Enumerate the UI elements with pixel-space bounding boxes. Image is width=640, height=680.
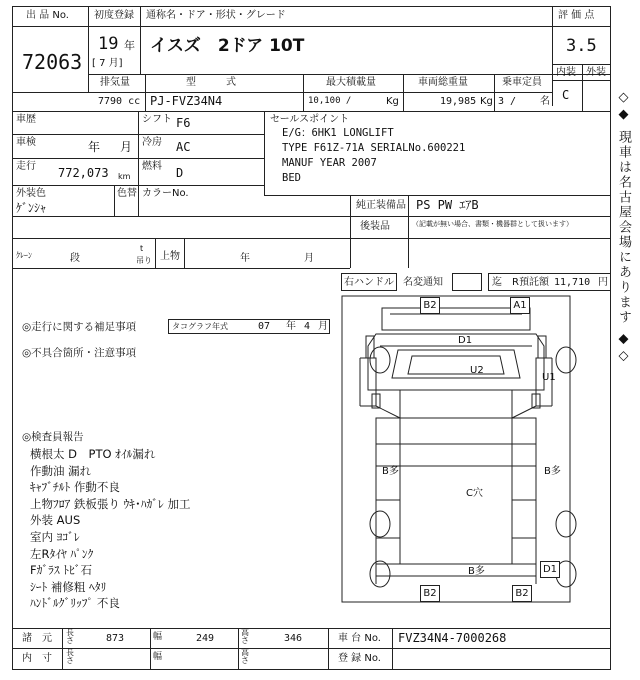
interior-dimensions-label: 内 寸 [22, 653, 52, 664]
damage-code: B多 [544, 466, 561, 477]
crane-t: t [140, 244, 144, 253]
overall-grade: 3.5 [566, 36, 597, 56]
right-handle-label: 右ハンドル [344, 277, 394, 288]
fuel-value: D [176, 166, 184, 180]
aftermarket-note: （記載が無い場合、書類・機器群として扱います） [412, 220, 573, 228]
inspector-line: 横根太 D PTO ｵｲﾙ漏れ [30, 447, 156, 461]
interior-grade-label: 内装 [556, 67, 576, 78]
length-label: 長さ [66, 628, 74, 645]
gross-weight-label: 車両総重量 [418, 77, 468, 88]
damage-code: B多 [382, 466, 399, 477]
mileage-unit: km [118, 172, 131, 181]
width-value: 249 [196, 633, 215, 644]
width-label: 幅 [153, 652, 163, 662]
damage-code: B2 [512, 585, 532, 602]
displacement-label: 排気量 [100, 77, 130, 88]
max-load-label: 最大積載量 [326, 77, 376, 88]
mileage-label: 走行 [16, 161, 36, 172]
inspector-line: 外装 AUS [30, 513, 81, 528]
car-name: イスズ 2ドア 10T [150, 36, 305, 56]
yen-unit: 円 [598, 277, 608, 288]
capacity-unit: 名 [540, 96, 550, 107]
interior-grade: C [562, 88, 570, 102]
fuel-label: 燃料 [142, 161, 162, 172]
chassis-number: FVZ34N4-7000268 [398, 631, 507, 645]
model-value: PJ-FVZ34N4 [150, 94, 223, 108]
inspector-line: ｼｰﾄ 補修粗 ﾍﾀﾘ [30, 579, 107, 594]
damage-code: D1 [458, 335, 473, 346]
gross-weight-unit: Kg [480, 96, 493, 107]
damage-code: U1 [542, 372, 556, 383]
sales-line: E/G：6HK1 LONGLIFT [282, 127, 394, 139]
registration-year: 19 [98, 34, 119, 54]
color-change-label: 色替 [117, 188, 137, 199]
damage-code: B多 [468, 566, 485, 577]
inspector-line: Fｶﾞﾗｽ ﾄﾋﾞ石 [30, 563, 93, 578]
car-name-label: 通称名・ドア・形状・グレード [146, 10, 286, 21]
displacement-value: 7790 cc [98, 96, 141, 107]
r-deposit-amount: 11,710 [554, 277, 591, 288]
tachograph-year-unit: 年 [286, 321, 296, 332]
max-load-value: 10,100 / [308, 96, 352, 106]
sales-line: TYPE F61Z-71A SERIALNo.600221 [282, 142, 466, 154]
equipment-value: PS PW ｴｱB [416, 198, 479, 212]
location-notice: ◇◆ 現車は名古屋会場にあります ◆◇ [616, 90, 631, 366]
upper-month: 月 [304, 253, 314, 264]
gross-weight-value: 19,985 [440, 96, 477, 107]
model-label: 型 式 [186, 77, 236, 88]
sales-line: BED [282, 172, 301, 184]
r-deposit-label: R預託額 [512, 277, 549, 288]
shift-value: F6 [176, 116, 191, 130]
lot-number: 72063 [22, 50, 83, 74]
damage-code: A1 [510, 297, 530, 314]
length-label: 長さ [66, 648, 74, 665]
width-label: 幅 [153, 632, 163, 642]
name-change-box [452, 273, 482, 291]
expiry-label: 迄 [492, 277, 502, 288]
capacity-value: 3 / [498, 96, 517, 107]
damage-code: D1 [540, 561, 560, 578]
year-unit: 年 [124, 39, 135, 52]
registration-month: [ 7 月] [92, 58, 123, 69]
damage-code: B2 [420, 585, 440, 602]
running-notes-label: ◎走行に関する補足事項 [22, 321, 137, 333]
lot-number-label: 出 品 No. [26, 10, 69, 21]
equipment-label: 純正装備品 [356, 200, 406, 211]
tachograph-month-unit: 月 [318, 321, 328, 332]
grade-label: 評 価 点 [558, 10, 595, 21]
height-label: 高さ [241, 628, 249, 645]
inspector-line: 室内 ﾖｺﾞﾚ [30, 529, 80, 544]
inspector-report-lines [30, 446, 190, 612]
upper-body-label: 上物 [160, 251, 180, 262]
shift-label: シフト [142, 114, 172, 125]
dimensions-label: 諸 元 [22, 633, 52, 644]
chassis-label: 車 台 No. [338, 633, 381, 644]
damage-code: C穴 [466, 488, 483, 499]
inspection-month: 月 [120, 140, 133, 154]
crane-stage: 段 [70, 253, 80, 264]
tachograph-label: タコグラフ年式 [172, 322, 228, 331]
height-value: 346 [284, 633, 303, 644]
inspector-line: 上物ﾌﾛｱ 鉄板張り ｳｷ･ﾊｶﾞﾚ 加工 [30, 496, 191, 511]
sales-point-label: セールスポイント [270, 114, 350, 125]
inspector-report-label: ◎検査員報告 [22, 431, 84, 443]
sales-line: MANUF YEAR 2007 [282, 157, 377, 169]
tachograph-year: 07 [258, 321, 271, 332]
inspection-year: 年 [88, 140, 101, 154]
upper-year: 年 [240, 253, 250, 264]
color-code-label: カラーNo. [142, 188, 189, 199]
first-registration-label: 初度登録 [94, 10, 134, 21]
history-label: 車歴 [16, 114, 36, 125]
inspector-line: ﾊﾝﾄﾞﾙｸﾞﾘｯﾌﾟ 不良 [30, 596, 120, 611]
exterior-color-value: ｹﾞﾝｼｬ [16, 201, 47, 215]
sales-point-lines [282, 126, 465, 186]
registration-number-label: 登 録 No. [338, 653, 381, 664]
ac-value: AC [176, 140, 191, 154]
inspector-line: 左Rﾀｲﾔ ﾊﾟﾝｸ [30, 546, 94, 561]
length-value: 873 [106, 633, 125, 644]
exterior-grade-label: 外装 [586, 67, 606, 78]
tachograph-month: 4 [304, 321, 311, 332]
defects-label: ◎不具合箇所・注意事項 [22, 347, 137, 359]
inspection-label: 車検 [16, 137, 36, 148]
crane-label: ｸﾚｰﾝ [16, 251, 32, 260]
mileage-value: 772,073 [58, 166, 109, 180]
max-load-unit: Kg [386, 96, 399, 107]
inspector-line: 作動油 漏れ [30, 463, 92, 478]
height-label: 高さ [241, 648, 249, 665]
inspector-line: ｷｬﾌﾞﾁﾙﾄ 作動不良 [30, 480, 120, 495]
exterior-color-label: 外装色 [16, 188, 46, 199]
capacity-label: 乗車定員 [502, 77, 542, 88]
ac-label: 冷房 [142, 137, 162, 148]
truck-diagram [340, 294, 611, 606]
name-change-label: 名変通知 [403, 277, 443, 288]
damage-code: U2 [470, 365, 484, 376]
damage-code: B2 [420, 297, 440, 314]
aftermarket-label: 後装品 [360, 221, 390, 232]
crane-lift: 吊り [136, 256, 152, 265]
